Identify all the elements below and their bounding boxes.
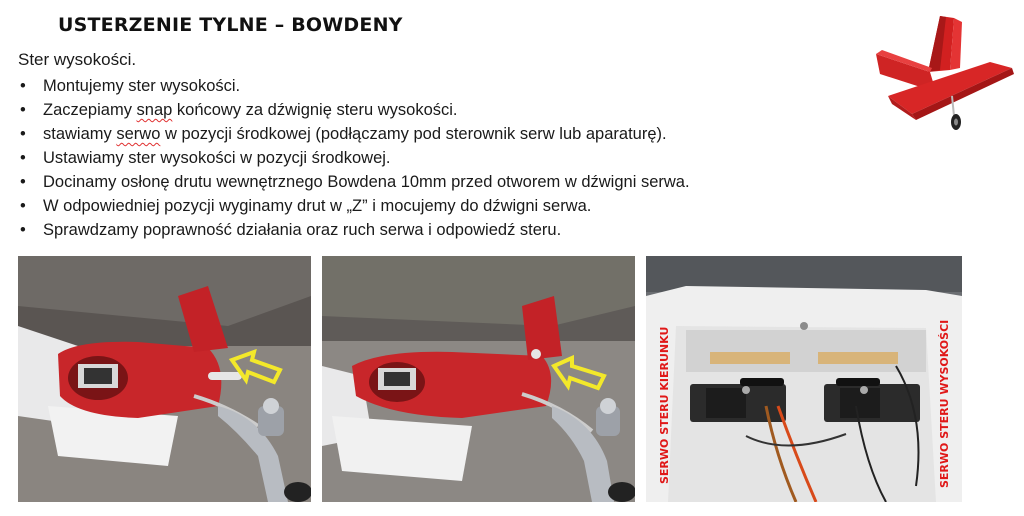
list-item: • Sprawdzamy poprawność działania oraz ruch serwa i odpowiedź steru. <box>18 218 690 242</box>
servo-rudder-label: SERWO STERU KIERUNKU <box>658 326 671 484</box>
instruction-list <box>18 74 690 242</box>
list-item: • Zaczepiamy snap końcowy za dźwignię steru wysokości. <box>18 98 690 122</box>
list-item: • Ustawiamy ster wysokości w pozycji środkowej. <box>18 146 690 170</box>
slide-title: USTERZENIE TYLNE – BOWDENY <box>58 14 403 36</box>
servo-elevator-label: SERWO STERU WYSOKOŚCI <box>938 319 951 488</box>
list-item: • W odpowiedniej pozycji wyginamy drut w „Z” i mocujemy do dźwigni serwa. <box>18 194 690 218</box>
airplane-tail-icon <box>870 12 1020 132</box>
photo-servo-bay <box>646 256 962 502</box>
list-item: • Docinamy osłonę drutu wewnętrznego Bowdena 10mm przed otworem w dźwigni serwa. <box>18 170 690 194</box>
list-item: • stawiamy serwo w pozycji środkowej (podłączamy pod sterownik serw lub aparaturę). <box>18 122 690 146</box>
photo-bowden-snap-1 <box>18 256 311 502</box>
photo-bowden-snap-2 <box>322 256 635 502</box>
intro-line: Ster wysokości. <box>18 50 137 69</box>
list-item: • Montujemy ster wysokości. <box>18 74 690 98</box>
